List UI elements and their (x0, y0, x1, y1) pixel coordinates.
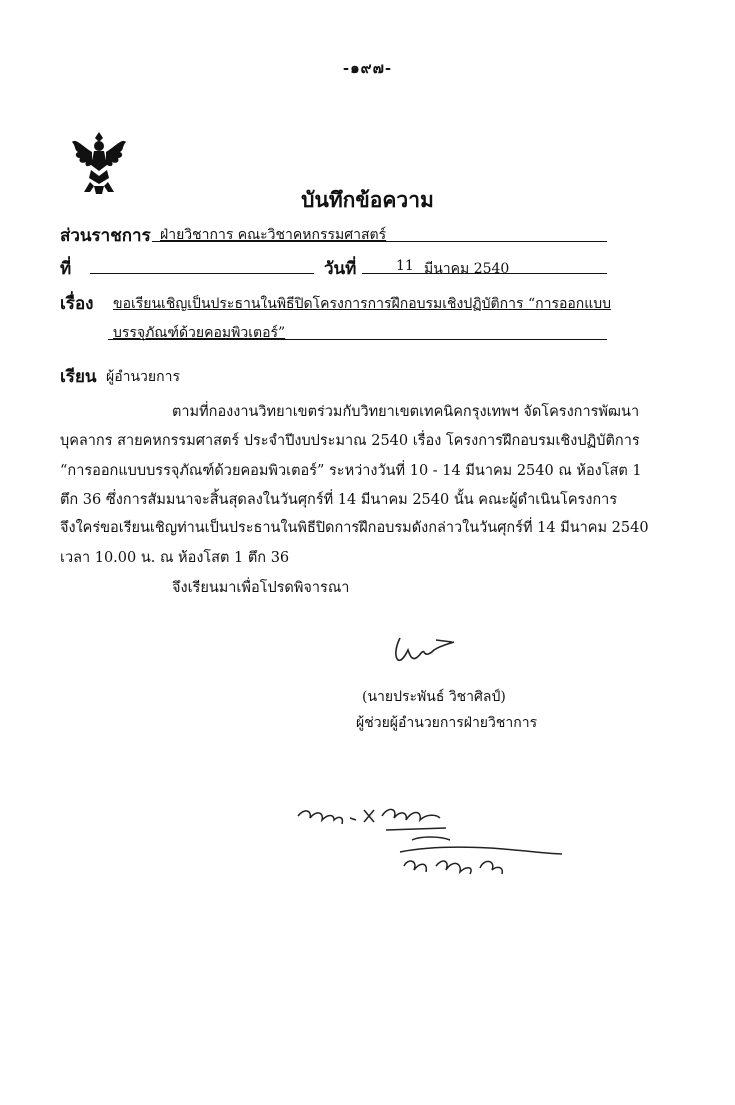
page-number: -๑๙๗- (342, 59, 393, 77)
salutation-label: เรียน (60, 367, 97, 387)
body-line-2: บุคลากร สายคหกรรมศาสตร์ ประจำปีงบประมาณ 2540 เรื่อง โครงการฝึกอบรมเชิงปฏิบัติการ (60, 433, 640, 449)
signer-name: (นายประพันธ์ วิชาศิลป์) (362, 689, 506, 705)
closing-text: จึงเรียนมาเพื่อโปรดพิจารณา (172, 580, 350, 596)
ref-no-underline (90, 273, 314, 274)
agency-label: ส่วนราชการ (60, 226, 151, 246)
signature-icon (388, 632, 458, 668)
ref-no-label: ที่ (60, 259, 72, 279)
body-line-1: ตามที่กองงานวิทยาเขตร่วมกับวิทยาเขตเทคนิคกรุงเทพฯ จัดโครงการพัฒนา (172, 404, 640, 420)
date-day: 11 (396, 258, 414, 274)
salutation-value: ผู้อำนวยการ (106, 369, 180, 385)
subject-line-2: บรรจุภัณฑ์ด้วยคอมพิวเตอร์” (113, 325, 286, 341)
body-line-5: จึงใคร่ขอเรียนเชิญท่านเป็นประธานในพิธีปิดการฝึกอบรมดังกล่าวในวันศุกร์ที่ 14 มีนาคม 2540 (60, 520, 649, 536)
memo-title: บันทึกข้อความ (301, 187, 434, 212)
handwritten-endorsement-icon (290, 796, 565, 896)
body-line-6: เวลา 10.00 น. ณ ห้องโสต 1 ตึก 36 (60, 550, 290, 566)
subject-label: เรื่อง (60, 294, 94, 314)
subject-line-1: ขอเรียนเชิญเป็นประธานในพิธีปิดโครงการการฝึกอบรมเชิงปฏิบัติการ “การออกแบบ (113, 296, 612, 312)
signer-position: ผู้ช่วยผู้อำนวยการฝ่ายวิชาการ (356, 715, 538, 731)
body-line-3: “การออกแบบบรรจุภัณฑ์ด้วยคอมพิวเตอร์” ระหว่างวันที่ 10 - 14 มีนาคม 2540 ณ ห้องโสต 1 (60, 463, 642, 479)
agency-value: ฝ่ายวิชาการ คณะวิชาคหกรรมศาสตร์ (160, 227, 387, 243)
date-month-year: มีนาคม 2540 (424, 261, 510, 277)
date-label: วันที่ (324, 259, 357, 279)
body-line-4: ตึก 36 ซึ่งการสัมมนาจะสิ้นสุดลงในวันศุกร์ที่ 14 มีนาคม 2540 นั้น คณะผู้ดำเนินโครงการ (60, 492, 618, 508)
